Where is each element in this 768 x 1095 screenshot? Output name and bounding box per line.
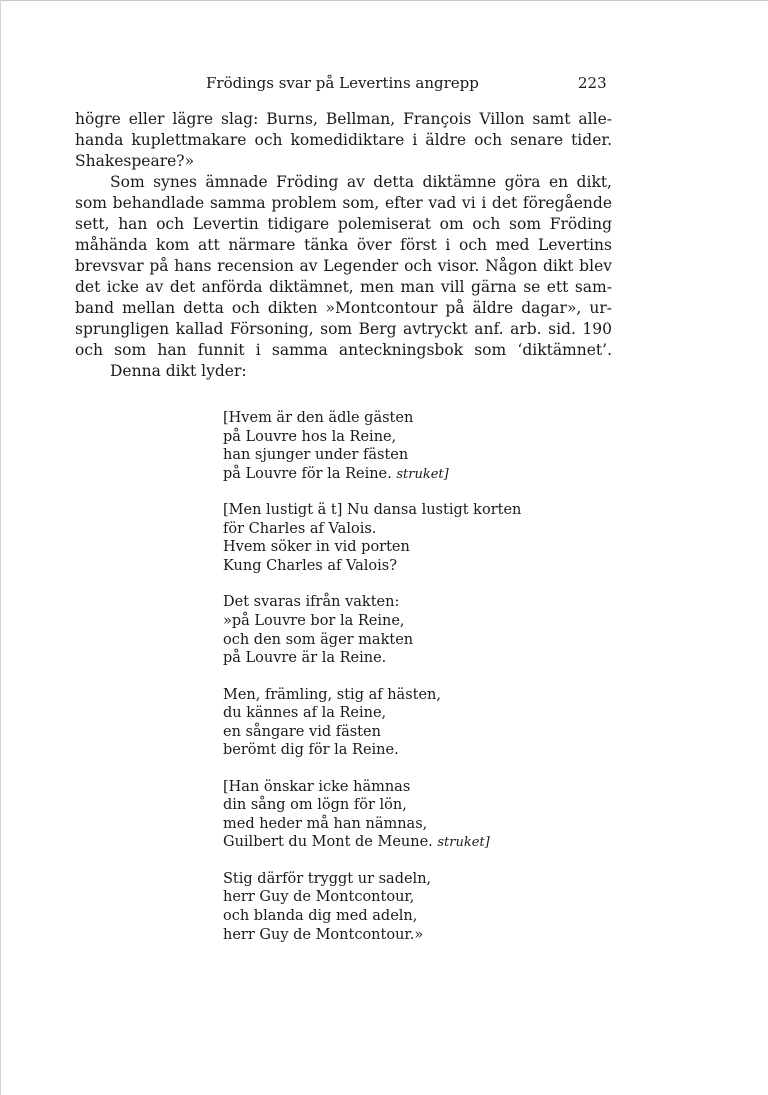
poem-line-text: Stig därför tryggt ur sadeln, <box>223 870 432 887</box>
poem-line-text: »på Louvre bor la Reine, <box>223 612 405 629</box>
poem-line-text: på Louvre är la Reine. <box>223 650 387 667</box>
running-title: Frödings svar på Levertins angrepp <box>206 74 479 92</box>
poem-line <box>223 833 553 852</box>
poem-line <box>223 465 553 484</box>
poem-line-text: med heder må han nämnas, <box>223 815 428 832</box>
page-header <box>0 74 768 98</box>
prose-line: band mellan detta och dikten »Montcontour på äldre dagar», ur- <box>75 299 612 317</box>
prose-line: handa kuplettmakare och komedidiktare i äldre och senare tider. <box>75 131 612 149</box>
poem-line-text: på Louvre hos la Reine, <box>223 428 397 445</box>
poem-line-text: [Hvem är den ädle gästen <box>223 410 414 426</box>
poem-line <box>223 741 553 760</box>
poem-line-text: Men, främling, stig af hästen, <box>223 686 441 703</box>
prose-line: sett, han och Levertin tidigare polemiserat om och som Fröding <box>75 215 612 233</box>
poem-line-text: för Charles af Valois. <box>223 520 377 537</box>
poem-line-text: Det svaras ifrån vakten: <box>223 594 400 611</box>
poem-line <box>223 538 553 557</box>
prose-line: sprungligen kallad Försoning, som Berg avtryckt anf. arb. sid. 190 <box>75 320 612 338</box>
poem-line-text: Kung Charles af Valois? <box>223 557 397 574</box>
poem-stanza <box>223 686 553 760</box>
poem-line-text: berömt dig för la Reine. <box>223 742 399 759</box>
poem-line-text: på Louvre för la Reine. <box>223 465 397 482</box>
prose-line: det icke av det anförda diktämnet, men man vill gärna se ett sam- <box>75 278 612 296</box>
poem-line <box>223 501 553 520</box>
scan-edge-top <box>0 0 768 1</box>
poem-line <box>223 704 553 723</box>
page-number: 223 <box>578 74 607 92</box>
prose-line: brevsvar på hans recension av Legender och visor. Någon dikt blev <box>75 257 612 275</box>
poem-line-text: herr Guy de Montcontour, <box>223 889 415 906</box>
poem-stanza <box>223 593 553 667</box>
poem-stanza <box>223 778 553 852</box>
prose-line: Shakespeare?» <box>75 152 195 170</box>
poem-line-text: herr Guy de Montcontour.» <box>223 926 424 943</box>
poem-line <box>223 409 553 428</box>
editorial-note: struket] <box>396 466 449 482</box>
poem-line <box>223 796 553 815</box>
poem-line <box>223 631 553 650</box>
poem-stanza <box>223 501 553 575</box>
poem-line-text: en sångare vid fästen <box>223 723 381 740</box>
prose-line: Denna dikt lyder: <box>110 362 247 380</box>
body-text <box>75 109 612 382</box>
poem-line-text: och den som äger makten <box>223 631 414 648</box>
poem-line <box>223 593 553 612</box>
poem-line-text: Hvem söker in vid porten <box>223 539 410 556</box>
editorial-note: struket] <box>437 835 490 851</box>
poem-stanza <box>223 409 553 483</box>
poem-line-text: du kännes af la Reine, <box>223 705 387 722</box>
poem-line <box>223 778 553 797</box>
poem-line <box>223 686 553 705</box>
prose-line: Som synes ämnade Fröding av detta diktämne göra en dikt, <box>110 173 612 191</box>
poem-line-text: din sång om lögn för lön, <box>223 797 407 814</box>
poem-line <box>223 815 553 834</box>
prose-line: som behandlade samma problem som, efter vad vi i det föregående <box>75 194 612 212</box>
scan-edge-left <box>0 0 1 1095</box>
poem-line-text: han sjunger under fästen <box>223 447 409 464</box>
poem-stanza <box>223 870 553 944</box>
poem-line <box>223 870 553 889</box>
poem-line-text: [Han önskar icke hämnas <box>223 778 411 795</box>
poem-line <box>223 520 553 539</box>
prose-line: högre eller lägre slag: Burns, Bellman, François Villon samt alle- <box>75 110 612 128</box>
poem-line <box>223 649 553 668</box>
poem-line <box>223 926 553 945</box>
poem-line <box>223 723 553 742</box>
poem-line <box>223 888 553 907</box>
poem-line <box>223 446 553 465</box>
poem-line-text: [Men lustigt ä t] Nu dansa lustigt korten <box>223 502 522 519</box>
poem-line <box>223 557 553 576</box>
prose-line: måhända kom att närmare tänka över först i och med Levertins <box>75 236 612 254</box>
poem-line-text: Guilbert du Mont de Meune. <box>223 834 438 851</box>
poem-line-text: och blanda dig med adeln, <box>223 908 418 925</box>
poem-line <box>223 428 553 447</box>
poem-line <box>223 907 553 926</box>
poem-line <box>223 612 553 631</box>
poem-block <box>223 409 553 962</box>
prose-line: och som han funnit i samma anteckningsbok som ‘diktämnet’. <box>75 341 612 359</box>
